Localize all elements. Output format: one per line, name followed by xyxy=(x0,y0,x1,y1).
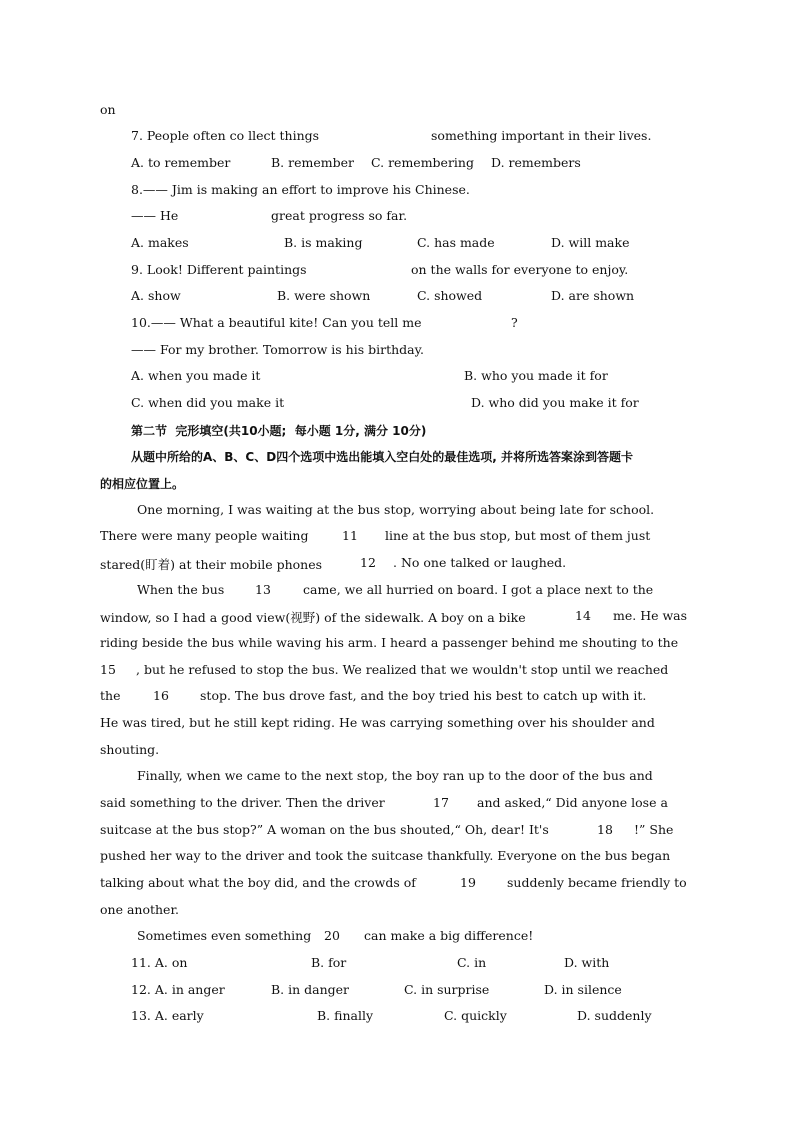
question-stem: 8.—— Jim is making an effort to improve his Chinese. xyxy=(131,182,470,197)
text-fragment: on xyxy=(100,102,116,117)
question-stem-end: on the walls for everyone to enjoy. xyxy=(411,262,629,277)
option-d: D. suddenly xyxy=(577,1008,652,1023)
option-b: B. in danger xyxy=(271,982,350,997)
option-a: A. when you made it xyxy=(131,368,261,383)
option-a: 11. A. on xyxy=(131,955,188,970)
passage-line: window, so I had a good view(视野) of the sidewalk. A boy on a bike xyxy=(100,610,526,625)
passage-line: . No one talked or laughed. xyxy=(393,555,567,570)
option-b: B. who you made it for xyxy=(464,368,608,383)
passage-line: Finally, when we came to the next stop, the boy ran up to the door of the bus and xyxy=(137,768,653,783)
option-c: C. showed xyxy=(417,288,483,303)
question-stem-end: ? xyxy=(511,315,518,330)
option-b: B. finally xyxy=(317,1008,374,1023)
question-reply: —— For my brother. Tomorrow is his birthday. xyxy=(131,342,424,357)
question-stem-end: something important in their lives. xyxy=(431,128,652,143)
passage-line: and asked,“ Did anyone lose a xyxy=(477,795,668,810)
option-b: B. for xyxy=(311,955,347,970)
option-c: C. in xyxy=(457,955,487,970)
option-d: D. are shown xyxy=(551,288,635,303)
option-d: D. will make xyxy=(551,235,630,250)
blank-number: 20 xyxy=(324,928,340,943)
option-c: C. remembering xyxy=(371,155,474,170)
passage-line: can make a big difference! xyxy=(364,928,534,943)
passage-line: one another. xyxy=(100,902,180,917)
blank-number: 15 xyxy=(100,662,116,677)
passage-line: He was tired, but he still kept riding. He was carrying something over his shoulder and xyxy=(100,715,655,730)
passage-line: Sometimes even something xyxy=(137,928,312,943)
option-c: C. has made xyxy=(417,235,495,250)
option-b: B. remember xyxy=(271,155,354,170)
option-a: 13. A. early xyxy=(131,1008,204,1023)
question-stem: 10.—— What a beautiful kite! Can you tell me xyxy=(131,315,422,330)
passage-line: There were many people waiting xyxy=(100,528,309,543)
passage-line: stared(盯着) at their mobile phones xyxy=(100,557,323,572)
option-c: C. when did you make it xyxy=(131,395,285,410)
passage-line: came, we all hurried on board. I got a place next to the xyxy=(303,582,654,597)
option-c: C. quickly xyxy=(444,1008,507,1023)
question-reply-end: great progress so far. xyxy=(271,208,408,223)
passage-line: , but he refused to stop the bus. We realized that we wouldn't stop until we reached xyxy=(136,662,669,677)
section-instruction-cont: 的相应位置上。 xyxy=(100,477,185,491)
blank-number: 17 xyxy=(433,795,449,810)
option-a: 12. A. in anger xyxy=(131,982,225,997)
passage-line: line at the bus stop, but most of them just xyxy=(385,528,651,543)
question-reply: —— He xyxy=(131,208,179,223)
question-stem: 7. People often co llect things xyxy=(131,128,320,143)
passage-line: me. He was xyxy=(613,608,688,623)
option-a: A. to remember xyxy=(131,155,231,170)
blank-number: 19 xyxy=(460,875,476,890)
passage-line: When the bus xyxy=(137,582,225,597)
blank-number: 12 xyxy=(360,555,376,570)
passage-line: !” She xyxy=(634,822,674,837)
passage-line: suitcase at the bus stop?” A woman on the bus shouted,“ Oh, dear! It's xyxy=(100,822,549,837)
section-instruction: 从题中所给的A、B、C、D四个选项中选出能填入空白处的最佳选项, 并将所选答案涂到答题卡 xyxy=(131,450,633,464)
option-a: A. makes xyxy=(131,235,189,250)
option-d: D. in silence xyxy=(544,982,622,997)
option-c: C. in surprise xyxy=(404,982,490,997)
question-stem: 9. Look! Different paintings xyxy=(131,262,307,277)
blank-number: 14 xyxy=(575,608,591,623)
blank-number: 18 xyxy=(597,822,613,837)
passage-line: talking about what the boy did, and the crowds of xyxy=(100,875,416,890)
option-d: D. with xyxy=(564,955,610,970)
passage-line: riding beside the bus while waving his arm. I heard a passenger behind me shouting to the xyxy=(100,635,679,650)
blank-number: 16 xyxy=(153,688,169,703)
blank-number: 13 xyxy=(255,582,271,597)
passage-line: pushed her way to the driver and took the suitcase thankfully. Everyone on the bus began xyxy=(100,848,671,863)
passage-line: One morning, I was waiting at the bus stop, worrying about being late for school. xyxy=(137,502,655,517)
passage-line: suddenly became friendly to xyxy=(507,875,687,890)
passage-line: the xyxy=(100,688,121,703)
option-d: D. who did you make it for xyxy=(471,395,639,410)
option-b: B. is making xyxy=(284,235,363,250)
blank-number: 11 xyxy=(342,528,358,543)
option-b: B. were shown xyxy=(277,288,371,303)
passage-line: shouting. xyxy=(100,742,160,757)
section-heading: 第二节 完形填空(共10小题; 每小题 1分, 满分 10分) xyxy=(131,424,427,438)
passage-line: said something to the driver. Then the driver xyxy=(100,795,385,810)
option-a: A. show xyxy=(131,288,181,303)
option-d: D. remembers xyxy=(491,155,581,170)
passage-line: stop. The bus drove fast, and the boy tried his best to catch up with it. xyxy=(200,688,647,703)
